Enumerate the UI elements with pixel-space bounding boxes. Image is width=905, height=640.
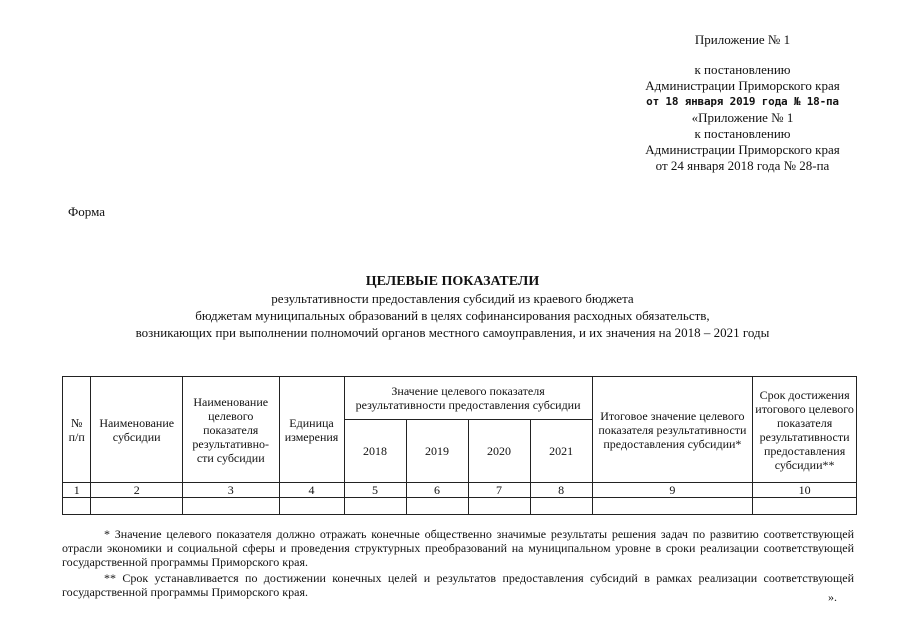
header-indicator-name: Наименование целевого показателя результативно-сти субсидии <box>182 377 279 483</box>
header-deadline: Срок достижения итогового целевого показателя результативности предоставления субсидии** <box>753 377 857 483</box>
header-final-value: Итоговое значение целевого показателя результативности предоставления субсидии* <box>592 377 753 483</box>
header-unit: Единица измерения <box>279 377 344 483</box>
table-cell <box>182 498 279 515</box>
table-header-row <box>63 377 857 420</box>
table-cell <box>91 498 182 515</box>
footnote-1: * Значение целевого показателя должно отражать конечные общественно значимые результаты решения задач по развитию соответствующей отрасли экономики и социальной сферы и проведения структурных преобразований на муниципальном уровне в сроки реализации соответствующей государственной программы Приморского края. <box>62 527 854 569</box>
closing-quote: ». <box>828 590 837 604</box>
document-title-line-3: возникающих при выполнении полномочий органов местного самоуправления, и их значения на 2018 – 2021 годы <box>135 325 770 340</box>
footnotes <box>62 527 854 601</box>
column-number: 2 <box>91 483 182 498</box>
header-year: 2021 <box>530 420 592 483</box>
column-number: 9 <box>592 483 753 498</box>
appendix-original-date: от 24 января 2018 года № 28-па <box>655 158 830 173</box>
header-year: 2020 <box>468 420 530 483</box>
column-number: 6 <box>406 483 468 498</box>
document-title-line-2: бюджетам муниципальных образований в целях софинансирования расходных обязательств, <box>195 308 710 323</box>
footnote-2: ** Срок устанавливается по достижении конечных целей и результатов предоставления субсидий в рамках реализации соответствующей государственной программы Приморского края. <box>62 571 854 599</box>
targets-table <box>62 376 857 515</box>
column-number: 4 <box>279 483 344 498</box>
table-cell <box>63 498 91 515</box>
column-number: 5 <box>344 483 406 498</box>
appendix-title: Приложение № 1 <box>694 32 791 47</box>
table-empty-row <box>63 498 857 515</box>
appendix-original-to-resolution: к постановлению <box>694 126 791 141</box>
column-number: 3 <box>182 483 279 498</box>
table-cell <box>530 498 592 515</box>
document-title <box>40 273 865 341</box>
appendix-amended-date: от 18 января 2019 года № 18-па <box>646 95 839 108</box>
table-cell <box>468 498 530 515</box>
column-number: 7 <box>468 483 530 498</box>
table-cell <box>406 498 468 515</box>
table-cell <box>344 498 406 515</box>
header-value-group: Значение целевого показателя результативности предоставления субсидии <box>344 377 592 420</box>
table-column-numbers-row <box>63 483 857 498</box>
header-year: 2019 <box>406 420 468 483</box>
document-title-main: ЦЕЛЕВЫЕ ПОКАЗАТЕЛИ <box>365 274 540 289</box>
document-title-line-1: результативности предоставления субсидий из краевого бюджета <box>271 291 634 306</box>
column-number: 1 <box>63 483 91 498</box>
appendix-to-resolution: к постановлению <box>694 62 791 77</box>
appendix-original-title: «Приложение № 1 <box>691 110 794 125</box>
appendix-original-administration: Администрации Приморского края <box>645 142 840 157</box>
appendix-administration: Администрации Приморского края <box>645 78 840 93</box>
header-num: № п/п <box>63 377 91 483</box>
header-year: 2018 <box>344 420 406 483</box>
table-cell <box>279 498 344 515</box>
column-number: 10 <box>753 483 857 498</box>
form-label: Форма <box>68 204 105 219</box>
table-cell <box>592 498 753 515</box>
table-cell <box>753 498 857 515</box>
header-subsidy-name: Наименование субсидии <box>91 377 182 483</box>
column-number: 8 <box>530 483 592 498</box>
appendix-header <box>600 32 885 174</box>
